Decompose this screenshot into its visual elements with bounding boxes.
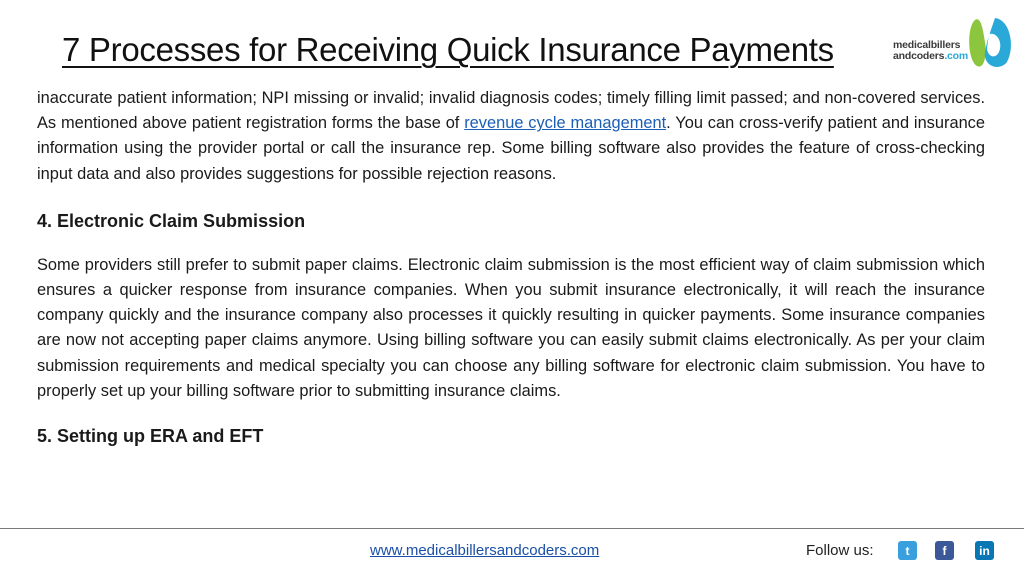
footer-divider xyxy=(0,528,1024,529)
paragraph-rejection-reasons xyxy=(37,86,985,187)
logo-mark-icon xyxy=(965,12,1015,72)
footer-website-link[interactable]: www.medicalbillersandcoders.com xyxy=(370,542,600,559)
logo-wordmark xyxy=(893,40,968,62)
heading-era-eft: 5. Setting up ERA and EFT xyxy=(37,426,264,447)
slide-content xyxy=(37,86,985,448)
para1-text-start: inaccurate patient information; NPI missing or invalid; invalid diagnosis codes; timely filling limit passed; and non-covered services. As mentioned above patient registration forms the base of xyxy=(37,89,985,133)
company-logo xyxy=(893,12,1015,74)
revenue-cycle-link[interactable]: revenue cycle management xyxy=(464,114,667,133)
heading-electronic-claim-submission: 4. Electronic Claim Submission xyxy=(37,210,306,231)
logo-line1: medicalbillers xyxy=(893,39,961,51)
facebook-icon[interactable]: f xyxy=(935,541,954,560)
linkedin-icon[interactable]: in xyxy=(975,541,994,560)
logo-suffix: .com xyxy=(944,50,969,62)
slide-title: 7 Processes for Receiving Quick Insurance Payments xyxy=(62,31,834,68)
para1-text-end: . You can cross-verify patient and insurance information using the provider portal or call the insurance rep. Some billing software also provides the feature of cross-checking input data and also provides suggestions for possible rejection reasons. xyxy=(37,114,985,183)
follow-us-label: Follow us: xyxy=(806,542,874,559)
twitter-icon[interactable]: t xyxy=(898,541,917,560)
logo-line2: andcoders xyxy=(893,50,945,62)
paragraph-electronic-claims: Some providers still prefer to submit paper claims. Electronic claim submission is the most efficient way of claim submission which ensures a quicker response from insurance companies. When you submit insurance electronically, it will reach the insurance company quickly and the insurance company also processes it quickly resulting in quicker payments. Some insurance companies are now not accepting paper claims anymore. Using billing software you can easily submit claims electronically. As per your claim submission requirements and medical specialty you can choose any billing software for electronic claim submission. You have to properly set up your billing software prior to submitting insurance claims. xyxy=(37,255,985,400)
